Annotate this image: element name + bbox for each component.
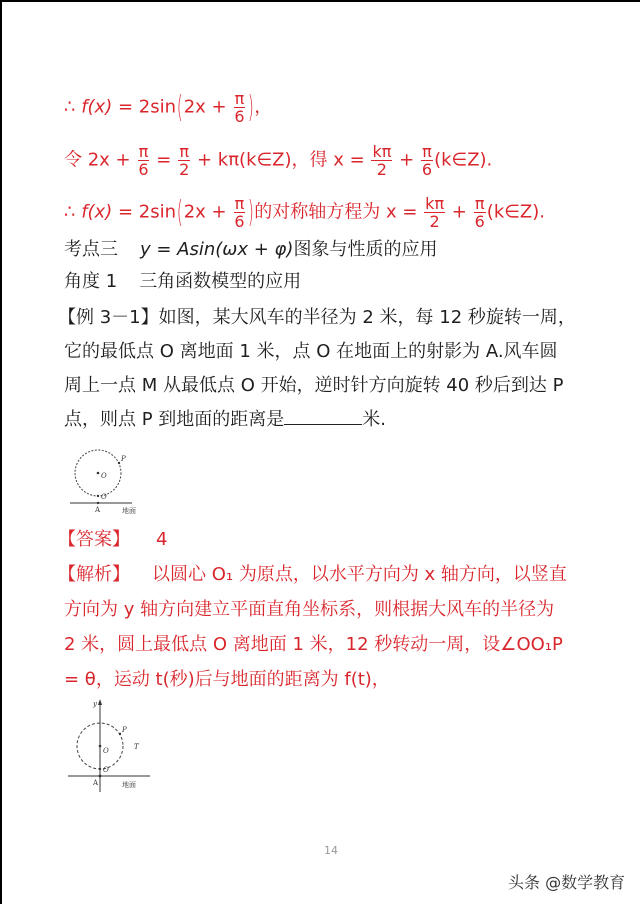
- analysis-line-1: [58, 563, 567, 587]
- example-text: 周上一点 M 从最低点 O 开始，逆时针方向旋转 40 秒后到达 P: [64, 375, 564, 396]
- denominator: 6: [138, 160, 149, 179]
- numerator: π: [234, 194, 245, 213]
- text: 令 2x +: [64, 149, 137, 171]
- solution-line-1: [64, 90, 272, 125]
- answer-blank: [284, 409, 362, 425]
- equation-text: = 2sin: [112, 96, 176, 118]
- denominator: 6: [474, 212, 485, 231]
- numerator: kπ: [372, 142, 392, 161]
- text: (k∈Z).: [486, 201, 545, 223]
- analysis-text: 以圆心 O₁ 为原点，以水平方向为 x 轴方向，以竖直: [152, 564, 567, 585]
- windmill-figure-1: [62, 446, 172, 516]
- svg-text:O: O: [103, 747, 109, 755]
- heading-text: 图象与性质的应用: [293, 239, 438, 260]
- example-text: 点，则点 P 到地面的距离是: [64, 409, 285, 430]
- solution-line-3: [64, 195, 545, 230]
- svg-text:A: A: [93, 779, 99, 787]
- numerator: kπ: [425, 194, 445, 213]
- numerator: π: [138, 142, 149, 161]
- answer-tag: 【答案】: [58, 529, 130, 550]
- fraction: [421, 143, 433, 178]
- analysis-text: 2 米，圆上最低点 O 离地面 1 米，12 秒转动一周，设∠OO₁P: [64, 634, 563, 655]
- example-line-4: [64, 408, 386, 432]
- svg-text:地面: 地面: [122, 507, 136, 515]
- function-name: f(x): [81, 96, 113, 118]
- text: 2x +: [183, 201, 233, 223]
- example-tag: 【例 3－1】: [58, 307, 159, 328]
- fraction: [233, 195, 245, 230]
- fraction: [371, 143, 392, 178]
- fraction: [178, 143, 190, 178]
- text: +: [446, 201, 473, 223]
- svg-text:P: P: [122, 726, 127, 734]
- svg-text:y: y: [93, 700, 97, 708]
- text: +: [393, 149, 420, 171]
- example-line-1: [58, 306, 576, 330]
- therefore-symbol: ∴: [64, 201, 82, 223]
- subheading: [64, 270, 301, 294]
- right-paren: ): [247, 194, 254, 230]
- text: + kπ(k∈Z)，得 x =: [191, 149, 371, 171]
- analysis-text: = θ，运动 t(秒)后与地面的距离为 f(t)，: [64, 669, 390, 690]
- analysis-line-3: [64, 633, 563, 657]
- numerator: π: [179, 142, 189, 161]
- numerator: π: [234, 89, 245, 108]
- fraction: [474, 195, 486, 230]
- left-paren: (: [176, 89, 183, 125]
- svg-text:O: O: [101, 493, 107, 501]
- fraction-pi-6: [233, 90, 245, 125]
- numerator: π: [422, 142, 432, 161]
- denominator: 6: [234, 212, 245, 231]
- answer-line: [58, 528, 167, 552]
- denominator: 2: [429, 212, 440, 231]
- heading-formula: y = Asin(ωx + φ): [140, 239, 294, 260]
- heading-label: 考点三: [64, 239, 118, 260]
- text: (k∈Z).: [434, 149, 493, 171]
- analysis-line-4: [64, 668, 390, 692]
- solution-line-2: [64, 143, 492, 178]
- inner-expression: 2x +: [183, 96, 233, 118]
- left-paren: (: [176, 194, 183, 230]
- function-name: f(x): [81, 201, 113, 223]
- analysis-tag: 【解析】: [58, 564, 130, 585]
- subheading-label: 角度 1: [64, 271, 118, 292]
- example-line-3: [64, 374, 564, 398]
- watermark: 头条 @数学教育: [508, 873, 626, 892]
- svg-text:地面: 地面: [122, 781, 136, 789]
- example-text: 它的最低点 O 离地面 1 米，点 O 在地面上的射影为 A.风车圆: [64, 341, 558, 362]
- section-heading: [64, 238, 437, 262]
- fraction: [137, 143, 149, 178]
- example-text: 如图，某大风车的半径为 2 米，每 12 秒旋转一周，: [158, 307, 576, 328]
- text: =: [150, 149, 178, 171]
- right-paren: ): [247, 89, 254, 125]
- svg-text:O: O: [101, 472, 107, 480]
- analysis-text: 方向为 y 轴方向建立平面直角坐标系，则根据大风车的半径为: [64, 599, 555, 620]
- denominator: 2: [179, 160, 190, 179]
- text: = 2sin: [112, 201, 176, 223]
- fraction: [424, 195, 445, 230]
- numerator: π: [474, 194, 485, 213]
- answer-value: 4: [156, 529, 168, 550]
- svg-text:T: T: [134, 743, 139, 751]
- subheading-text: 三角函数模型的应用: [139, 271, 302, 292]
- therefore-symbol: ∴: [64, 96, 82, 118]
- analysis-line-2: [64, 598, 554, 622]
- denominator: 2: [376, 160, 387, 179]
- example-line-2: [64, 340, 558, 364]
- unit-text: 米.: [362, 409, 387, 430]
- denominator: 6: [421, 160, 433, 179]
- punctuation: ，: [254, 96, 273, 118]
- windmill-figure-2: [60, 696, 180, 794]
- svg-text:A: A: [95, 506, 101, 514]
- text: 的对称轴方程为 x =: [254, 201, 424, 223]
- page-number: 14: [324, 844, 338, 857]
- label-P: P: [121, 455, 126, 463]
- denominator: 6: [234, 107, 245, 126]
- svg-text:O: O: [103, 766, 109, 774]
